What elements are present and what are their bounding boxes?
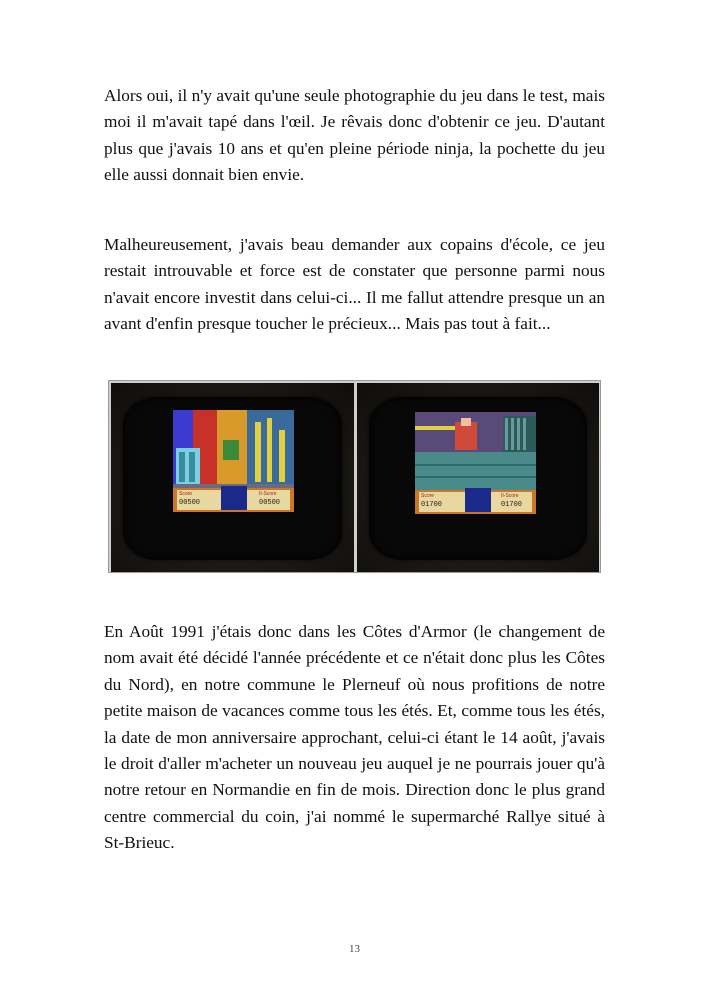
score-p2-right: 01700: [501, 501, 523, 509]
game-screen-right: [415, 412, 536, 514]
game-scene-right: [415, 412, 536, 514]
score-label-p1-right: Score: [421, 493, 435, 499]
score-label-p2-left: II-Score: [259, 491, 277, 497]
page-number: 13: [349, 943, 360, 955]
crt-photo-left: [111, 383, 354, 572]
paragraph-2: Malheureusement, j'avais beau demander aux copains d'école, ce jeu restait introuvable et force est de constater que personne parmi nous n'avait encore investit dans celui-ci... Il me fallut attendre presque un an avant d'enfin presque toucher le précieux... Mais pas tout à fait...: [104, 235, 605, 334]
paragraph-1: Alors oui, il n'y avait qu'une seule photographie du jeu dans le test, mais moi il m'avait tapé dans l'œil. Je rêvais donc d'obtenir ce jeu. D'autant plus que j'avais 10 ans et qu'en pleine période ninja, la pochette du jeu elle aussi donnait bien envie.: [104, 86, 605, 185]
game-scene-left: [173, 410, 294, 512]
game-screen-left: [173, 410, 294, 512]
score-p2-left: 00500: [259, 499, 281, 507]
game-screenshots-photo: [108, 380, 601, 573]
paragraph-3: En Août 1991 j'étais donc dans les Côtes d'Armor (le changement de nom avait été décidé l'année précédente et ce n'était donc plus les Côtes du Nord), en notre commune le Plerneuf où nous profitions de notre petite maison de vacances comme tous les étés. Et, comme tous les étés, la date de mon anniversaire approchant, celui-ci étant le 14 août, j'avais le droit d'aller m'acheter un nouveau jeu auquel je ne pourrais jouer qu'à notre retour en Normandie en fin de mois. Direction donc le plus grand centre commercial du coin, j'ai nommé le supermarché Rallye situé à St-Brieuc.: [104, 622, 605, 853]
crt-photo-right: [357, 383, 599, 572]
score-p1-left: 00500: [179, 499, 201, 507]
score-label-p1-left: Score: [179, 491, 193, 497]
score-label-p2-right: II-Score: [501, 493, 519, 499]
score-p1-right: 01700: [421, 501, 443, 509]
